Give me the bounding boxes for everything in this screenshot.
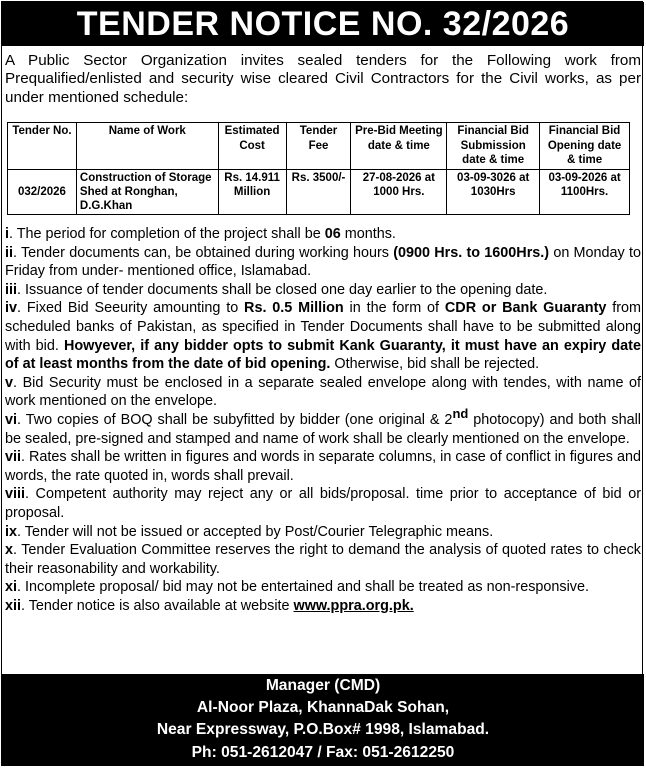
header-tender-no: Tender No. — [8, 123, 77, 170]
cell-pre-bid: 27-08-2026 at 1000 Hrs. — [351, 169, 447, 214]
footer-phone-fax: Ph: 051-2612047 / Fax: 051-2612250 — [191, 743, 455, 761]
header-pre-bid: Pre-Bid Meeting date & time — [351, 123, 447, 170]
notice-title: TENDER NOTICE NO. 32/2026 — [2, 2, 644, 46]
cell-name-of-work: Construction of Storage Shed at Ronghan, D.G.Khan — [76, 169, 218, 214]
cell-opening: 03-09-2026 at 1100Hrs. — [540, 169, 630, 214]
cell-submission: 03-09-3026 at 1030Hrs — [447, 169, 540, 214]
header-opening: Financial Bid Opening date & time — [540, 123, 630, 170]
term-xi: xi. Incomplete proposal/ bid may not be entertained and shall be treated as non-responsive. — [5, 579, 590, 596]
website-link[interactable]: www.ppra.org.pk. — [293, 597, 414, 614]
intro-paragraph: A Public Sector Organization invites sealed tenders for the Following work from Prequalified/enlisted and security wise cleared Civil Contractors for the Civil works, as per under mentioned schedule: — [5, 52, 641, 106]
term-ix: ix. Tender will not be issued or accepted by Post/Courier Telegraphic means. — [5, 523, 494, 540]
cell-estimated-cost: Rs. 14.911 Million — [218, 169, 286, 214]
term-iii: iii. Issuance of tender documents shall be closed one day earlier to the opening date. — [5, 281, 548, 298]
terms-list — [5, 225, 641, 615]
header-tender-fee: Tender Fee — [286, 123, 351, 170]
header-submission: Financial Bid Submission date & time — [447, 123, 540, 170]
term-iv: iv. Fixed Bid Seeurity amounting to Rs. 0.5 Million in the form of CDR or Bank Guaranty from scheduled banks of Pakistan, as specified in Tender Documents shall have to be submitted along with bid. Howyever, if any bidder opts to submit Kank Guaranty, it must have an expiry date of at least months from the date of bid opening. Otherwise, bid shall be rejected. — [5, 300, 641, 373]
table-header-row — [8, 123, 630, 170]
table-row — [8, 169, 630, 214]
header-name-of-work: Name of Work — [76, 123, 218, 170]
header-estimated-cost: Estimated Cost — [218, 123, 286, 170]
cell-tender-no: 032/2026 — [8, 169, 77, 214]
contact-footer — [2, 674, 644, 766]
cell-tender-fee: Rs. 3500/- — [286, 169, 351, 214]
schedule-table — [7, 122, 630, 215]
term-x: x. Tender Evaluation Committee reserves the right to demand the analysis of quoted rates to check their reasonability and workability. — [5, 542, 641, 577]
term-v: v. Bid Security must be enclosed in a separate sealed envelope along with tendes, with name of work mentioned on the envelope. — [5, 374, 641, 410]
footer-office: Manager (CMD) — [265, 677, 381, 694]
term-ii: ii. Tender documents can, be obtained during working hours (0900 Hrs. to 1600Hrs.) on Monday to Friday from under- mentioned office, Islamabad. — [5, 244, 641, 280]
term-xii: xii. Tender notice is also available at website www.ppra.org.pk. — [5, 597, 414, 614]
term-vi: vi. Two copies of BOQ shall be subyfitted by bidder (one original & 2nd photocopy) and both shall be sealed, pre-signed and stamped and name of work shall be clearly mentioned on the envelope. — [5, 406, 641, 447]
footer-address-1: Al-Noor Plaza, KhannaDak Sohan, — [196, 699, 450, 717]
term-viii: viii. Competent authority may reject any or all bids/proposal. time prior to acceptance of bid or proposal. — [5, 486, 641, 521]
footer-address-2: Near Expressway, P.O.Box# 1998, Islamabad. — [156, 721, 490, 739]
term-vii: vii. Rates shall be written in figures and words in separate columns, in case of conflict in figures and words, the rate quoted in, words shall prevail. — [5, 449, 641, 484]
term-i: i. The period for completion of the project shall be 06 months. — [5, 226, 396, 242]
